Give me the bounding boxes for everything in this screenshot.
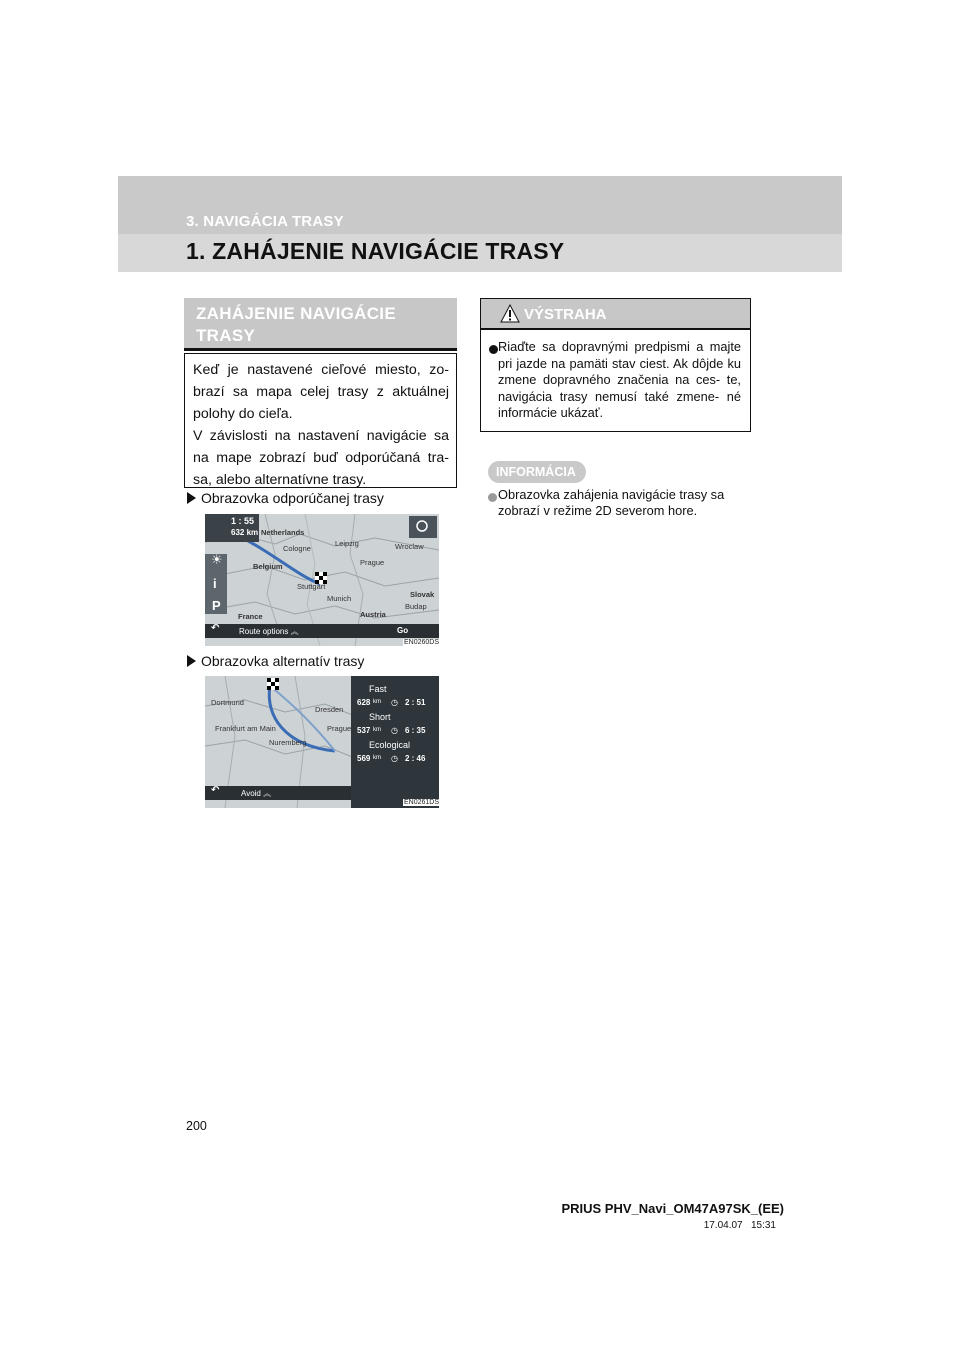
city-label: Stuttgart bbox=[297, 582, 326, 591]
city-label: Prague bbox=[360, 558, 385, 567]
warning-title: VÝSTRAHA bbox=[524, 306, 607, 323]
document-id: PRIUS PHV_Navi_OM47A97SK_(EE) bbox=[561, 1201, 784, 1216]
info-icon[interactable]: i bbox=[213, 576, 217, 591]
clock-icon: ◷ bbox=[391, 754, 398, 763]
info-text: Obrazovka zahájenia navigácie trasy sa zobrazí v režime 2D severom hore. bbox=[498, 487, 725, 518]
go-label: Go bbox=[397, 626, 409, 635]
figure-code: EN0261DS bbox=[404, 799, 440, 806]
chevron-up-icon: ︽ bbox=[263, 789, 272, 798]
alternative-routes-screen bbox=[205, 676, 439, 808]
triangle-bullet-icon bbox=[187, 655, 196, 667]
route-options-button[interactable] bbox=[239, 626, 299, 637]
bullet-icon bbox=[488, 493, 497, 502]
city-label: Belgium bbox=[253, 562, 283, 571]
city-label: Frankfurt am Main bbox=[215, 724, 276, 733]
city-label: Slovak bbox=[410, 590, 435, 599]
route-time: 2 : 51 bbox=[405, 698, 426, 707]
chevron-up-icon: ︽ bbox=[290, 627, 299, 636]
route-name: Fast bbox=[369, 684, 387, 694]
city-label: Dresden bbox=[315, 705, 344, 714]
intro-paragraph-1: Keď je nastavené cieľové miesto, zo- brazí sa mapa celej trasy z aktuálnej polohy do cieľa. bbox=[193, 362, 449, 423]
page-number: 200 bbox=[186, 1119, 207, 1133]
route-distance: 628 bbox=[357, 698, 371, 707]
eta-time: 1 : 55 bbox=[231, 516, 255, 526]
print-date: 17.04.07 bbox=[703, 1220, 743, 1231]
back-icon[interactable]: ↶ bbox=[211, 785, 220, 796]
city-label: Nuremberg bbox=[269, 738, 307, 747]
city-label: Munich bbox=[327, 594, 352, 603]
route-options-label: Route options bbox=[239, 627, 289, 636]
route-time: 2 : 46 bbox=[405, 754, 426, 763]
clock-icon: ◷ bbox=[391, 726, 398, 735]
avoid-label: Avoid bbox=[241, 789, 261, 798]
clock-icon: ◷ bbox=[391, 698, 398, 707]
bullet-icon bbox=[489, 345, 498, 354]
weather-icon[interactable]: ☀ bbox=[211, 552, 223, 567]
caption-text: Obrazovka alternatív trasy bbox=[201, 653, 365, 669]
remaining-distance: 632 km bbox=[231, 528, 259, 537]
route-unit: km bbox=[373, 755, 381, 761]
city-label: Prague bbox=[327, 724, 352, 733]
city-label: Budap bbox=[405, 602, 427, 611]
section-label: 3. NAVIGÁCIA TRASY bbox=[186, 213, 344, 230]
city-label: France bbox=[238, 612, 263, 621]
intro-box-rule bbox=[184, 348, 457, 351]
avoid-button[interactable] bbox=[241, 788, 271, 799]
parking-icon[interactable]: P bbox=[212, 598, 221, 613]
intro-box-heading: ZAHÁJENIE NAVIGÁCIE TRASY bbox=[196, 304, 396, 345]
route-unit: km bbox=[373, 699, 381, 705]
chapter-title: 1. ZAHÁJENIE NAVIGÁCIE TRASY bbox=[186, 238, 565, 264]
route-name: Short bbox=[369, 712, 391, 722]
route-distance: 569 bbox=[357, 754, 371, 763]
triangle-bullet-icon bbox=[187, 492, 196, 504]
warning-triangle-icon bbox=[500, 304, 520, 328]
print-timestamp bbox=[600, 1220, 776, 1231]
city-label: Leipzig bbox=[335, 539, 359, 548]
route-option-short[interactable] bbox=[355, 708, 437, 738]
route-option-ecological[interactable] bbox=[355, 736, 437, 766]
city-label: Austria bbox=[360, 610, 386, 619]
info-label: INFORMÁCIA bbox=[496, 465, 576, 479]
route-name: Ecological bbox=[369, 740, 411, 750]
figure-code: EN0260DS bbox=[404, 639, 440, 646]
recommended-route-screen bbox=[205, 514, 439, 646]
city-label: Cologne bbox=[283, 544, 311, 553]
caption-text: Obrazovka odporúčanej trasy bbox=[201, 490, 384, 506]
city-label: Dortmund bbox=[211, 698, 244, 707]
city-label: Wroclaw bbox=[395, 542, 424, 551]
go-button[interactable] bbox=[397, 626, 408, 635]
bottom-bar bbox=[205, 786, 351, 800]
caption-alternative-routes bbox=[187, 653, 364, 669]
warning-text: Riaďte sa dopravnými predpismi a majte pri jazde na pamäti stav ciest. Ak dôjde ku zmene dopravného značenia na ces- te, navigácia trasy nemusí také zmene- né informácie ukázať. bbox=[498, 339, 741, 420]
back-icon[interactable]: ↶ bbox=[211, 623, 220, 634]
warning-header bbox=[481, 299, 750, 328]
route-distance: 537 bbox=[357, 726, 371, 735]
route-time: 6 : 35 bbox=[405, 726, 426, 735]
intro-paragraph-2: V závislosti na nastavení navigácie sa na mape zobrazí buď odporúčaná tra- sa, alebo alternatívne trasy. bbox=[193, 428, 449, 489]
print-time: 15:31 bbox=[750, 1220, 776, 1231]
caption-recommended-route bbox=[187, 490, 384, 506]
warning-rule bbox=[481, 328, 750, 330]
route-unit: km bbox=[373, 727, 381, 733]
city-label: Netherlands bbox=[261, 528, 305, 537]
